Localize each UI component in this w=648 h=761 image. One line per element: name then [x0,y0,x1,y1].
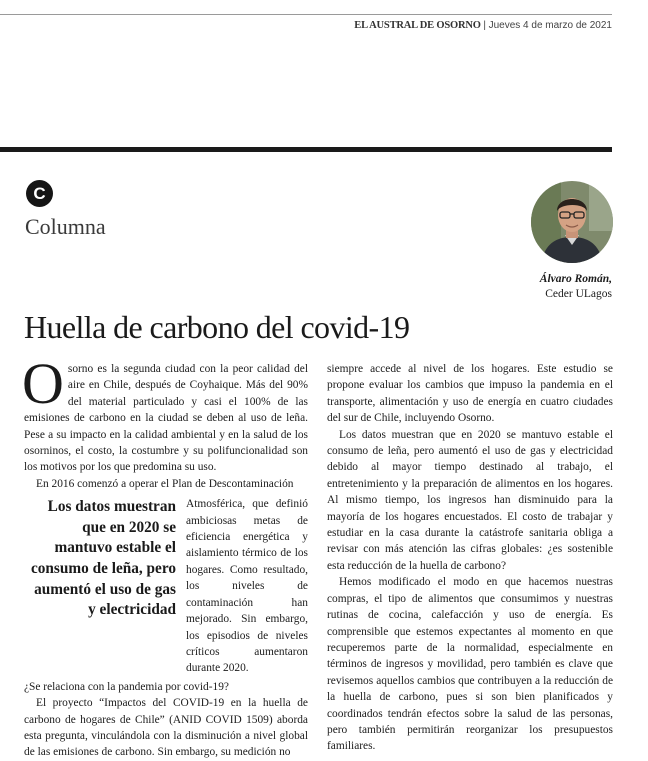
masthead-separator: | [483,20,486,31]
author-affiliation: Ceder ULagos [545,288,612,300]
issue-date: Jueves 4 de marzo de 2021 [488,20,612,31]
top-rule [0,14,612,15]
column-badge: C [26,180,53,207]
paragraph-2-wrapped: Atmosférica, que definió ambiciosas metas de eficiencia energética y aislamiento térmico de los hogares. Como resultado, los niveles de contaminación han mejorado. Sin embargo, los episodios de niveles críticos aumentaron durante 2020. [186,498,308,675]
author-portrait-icon [531,181,613,263]
article-column-2 [327,361,613,755]
paragraph-2-tail: ¿Se relaciona con la pandemia por covid-19? [24,680,229,693]
paragraph-1 [22,351,308,476]
section-divider [0,147,612,152]
section-label: Columna [25,214,106,239]
article-column-1 [22,351,308,761]
drop-cap: O [22,351,64,416]
paragraph-5: Los datos muestran que en 2020 se mantuvo estable el consumo de leña, pero aumentó el uso de gas y electricidad debido al mayor tiempo destinado al trabajo, el entretenimiento y la preparación de alimentos en los hogares. Al mismo tiempo, los ingresos han disminuido para la mayoría de los hogares encuestados. El costo de trabajar y estudiar en la casa durante la catástrofe sanitaria obliga a revisar con más atención las cifras globales: ¿es sostenible esta reducción de la huella de carbono? [327,428,613,572]
paragraph-6: Hemos modificado el modo en que hacemos nuestras compras, el tipo de alimentos que consumimos y nuestras rutinas de cocina, calefacción y uso de energía. Es comprensible que estemos expectantes al momento en que recuperemos parte de la normalidad, especialmente en términos de ingresos y movilidad, pero también es clave que revisemos aquellos cambios que contribuyen a la reducción de la huella de carbono, pues si son bien planificados y coordinados tendrán efectos sobre la salud de las personas, pero también permitirán reorganizar los presupuestos familiares. [327,576,613,753]
pull-quote: Los datos muestran que en 2020 se mantuvo estable el consumo de leña, pero aumentó el uso de gas y electricidad [30,498,176,619]
paragraph-3: El proyecto “Impactos del COVID-19 en la huella de carbono de hogares de Chile” (ANID COVID 1509) aborda esta pregunta, vinculándola con la disminución a nivel global de las emisiones de carbono. Sin embargo, su medición no [24,697,308,759]
masthead [354,20,612,31]
headline: Huella de carbono del covid-19 [24,309,410,345]
author-name: Álvaro Román, [539,273,612,285]
paragraph-1-text: sorno es la segunda ciudad con la peor calidad del aire en Chile, después de Coyhaique. Más del 90% del material particulado y casi el 100% de las emisiones de carbono en la ciudad se deben al uso de leña. Pese a su impacto en la calidad ambiental y en la salud de los osorninos, el costo, la costumbre y su polifuncionalidad son los motivos por los que predomina su uso. [24,363,308,474]
author-photo [531,181,613,263]
paragraph-2-lead: En 2016 comenzó a operar el Plan de Descontaminación [36,477,294,490]
paragraph-4: siempre accede al nivel de los hogares. Este estudio se propone evaluar los cambios que impuso la pandemia en el transporte, alimentación y uso de energía en cuatro ciudades del sur de Chile, incluyendo Osorno. [327,363,613,425]
author-byline [540,272,612,302]
pullquote-wrap [24,496,308,676]
newspaper-name: EL AUSTRAL DE OSORNO [354,20,481,31]
